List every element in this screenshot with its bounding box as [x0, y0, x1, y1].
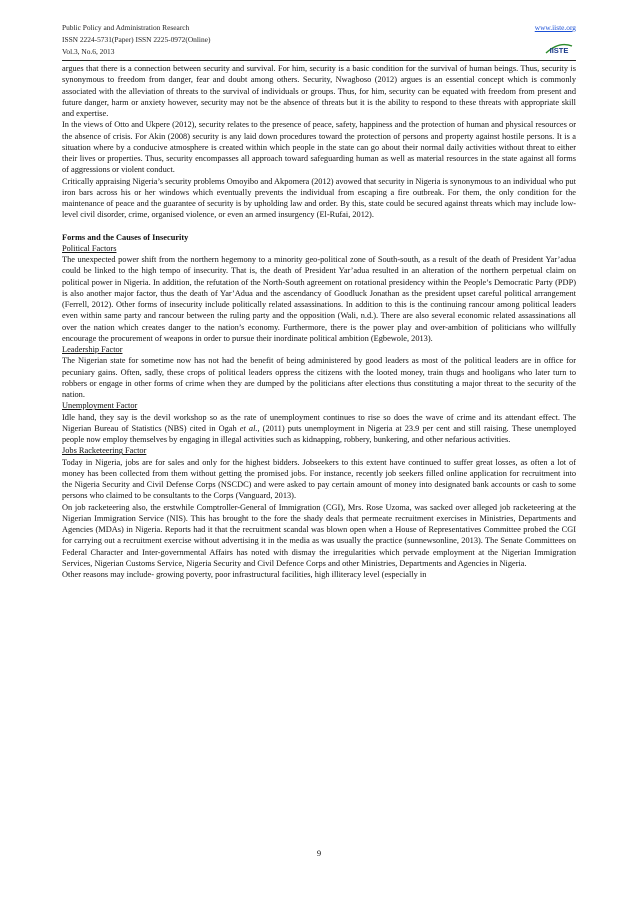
paragraph: Critically appraising Nigeria’s security problems Omoyibo and Akpomera (2012) avowed that security in Nigeria is synonymous to an individual who put iron bars across his or her windows which eventually prevents the individual from escaping a fire outbreak. For them, the only condition for the maintenance of peace and the guarantee of security is by upholding law and order. By this, state could be secured against threats which may include low-level civil disorder, crime, organised violence, or even an armed insurgency (El-Rufai, 2012).	[62, 176, 576, 220]
journal-title: Public Policy and Administration Research	[62, 23, 190, 32]
subsection-heading-leadership: Leadership Factor	[62, 345, 123, 354]
paragraph: Other reasons may include- growing poverty, poor infrastructural facilities, high illiteracy level (especially in	[62, 570, 427, 579]
journal-url-link[interactable]: www.iiste.org	[534, 23, 576, 32]
svg-text:IISTE: IISTE	[549, 46, 569, 55]
paragraph: On job racketeering also, the erstwhile Comptroller-General of Immigration (CGI), Mrs. Rose Uzoma, was sacked over alleged job racketeering at the Nigerian Immigration Service (NIS). This has brought to the fore the shady deals that permeate recruitment exercises in Ministries, Departments and Agencies (MDAs) in Nigeria. Reports had it that the recruitment scandal was blown open when a House of Representatives Committee probed the CGI for carrying out a recruitment exercise without advertising it in the media as was usually the practice (sunnewsonline, 2013). The Senate Committees on Federal Character and Inter-governmental Affairs has noted with dismay the irregularities which pervade employment at the Nigerian Immigration Services, Nigerian Customs Service, Nigeria Security and Civil Defence Corps and other Ministries, Departments and Agencies in Nigeria.	[62, 502, 576, 568]
paragraph: argues that there is a connection between security and survival. For him, security is a basic condition for the survival of human beings. Thus, security is synonymous to freedom from danger, fear and doubt among others. Security, Nwagboso (2012) argues is an essential concept which is commonly associated with the alleviation of threats to the survival of individuals or groups. Thus, for him, security can be equated with freedom from present and future danger, harm or anxiety however, security may not be the absence of threats but it is the ability to respond to these threats with appropriate skill and expertise.	[62, 64, 576, 118]
page-header	[62, 22, 576, 58]
paragraph: Today in Nigeria, jobs are for sales and only for the highest bidders. Jobseekers to this extent have continued to suffer great losses, as often a lot of money has been collected from them without getting the promised jobs. For instance, recently job seekers filled online application for recruitment into the Nigeria Security and Civil Defense Corps (NSCDC) and were asked to pay certain amount of money into designated bank accounts or cash to some persons who claimed to be consultants to the Corps (Vanguard, 2013).	[62, 457, 576, 501]
iiste-logo	[544, 40, 574, 56]
issn-line: ISSN 2224-5731(Paper) ISSN 2225-0972(Online)	[62, 35, 211, 44]
header-rule	[62, 60, 576, 61]
paragraph: The unexpected power shift from the northern hegemony to a minority geo-political zone of South-south, as a result of the death of President Yar’adua could be linked to the high tempo of insecurity. That is, the death of President Yar’adua resulted in an alteration of the northern perpetual claim on political power in Nigeria. In addition, the refutation of the North-South agreement on rotational presidency within the People’s Democratic Party (PDP) is also another major factor, thus the death of Yar’Adua and the ascendancy of Goodluck Jonathan as the president upset careful political arrangement (Ferrell, 2012). Other forms of insecurity include politically related assassinations. In addition to this is the continuing rancour among political leaders even within same party and rancour between the ruling party and the opposition (Wali, n.d.). There are also several economic related assassinations all over the nation which creates danger to the nation’s economy. Furthermore, there is the power play and over-ambition of politicians who willfully encourage the procurement of weapons in order to pursue their inordinate political ambition (Egbewole, 2013).	[62, 255, 576, 343]
page-number: 9	[316, 848, 322, 858]
paragraph	[62, 412, 576, 446]
subsection-heading-political: Political Factors	[62, 243, 117, 253]
subsection-heading-jobs: Jobs Racketeering Factor	[62, 446, 147, 456]
volume-line: Vol.3, No.6, 2013	[62, 47, 115, 56]
paragraph: The Nigerian state for sometime now has not had the benefit of being administered by good leaders as most of the political leaders are in office for pecuniary gains. Often, sadly, these crops of political leaders oppress the citizens with the looted money, train thugs and hooligans who later turn to robbers or engage in other forms of crime when they are dumped by the politicians after elections thus constituting a major threat to the security of the nation.	[62, 356, 576, 399]
subsection-heading-unemployment: Unemployment Factor	[62, 401, 138, 411]
iiste-logo-icon	[544, 40, 574, 56]
italic-text: et al.,	[239, 423, 260, 433]
text-span: (2011) puts unemployment in Nigeria at 23.9 per cent and still raising. These unemployed people now employ themselves by engaging in illegal activities such as kidnapping, robbery, bunkering, and other nefarious activities.	[62, 423, 576, 444]
article-body	[62, 63, 576, 580]
text-span: Idle hand, they say is the devil workshop so as the rate of unemployment continues to rise so does the wave of crime and its attendant effect. The Nigerian Bureau of Statistics (NBS) cited in Ogah	[62, 412, 576, 433]
section-heading: Forms and the Causes of Insecurity	[62, 232, 189, 242]
paragraph: In the views of Otto and Ukpere (2012), security relates to the presence of peace, safety, happiness and the protection of human and physical resources or the absence of crisis. For Akin (2008) security is any laid down procedures toward the protection of persons and property against hostile persons. It is a situation where by a conducive atmosphere is created within which people in the state can go about their normal daily activities without threat to either their lives or properties. Thus, security encompasses all approach toward safeguarding human as well as material resources in the state against all forms of aggressions or violent conduct.	[62, 120, 576, 175]
